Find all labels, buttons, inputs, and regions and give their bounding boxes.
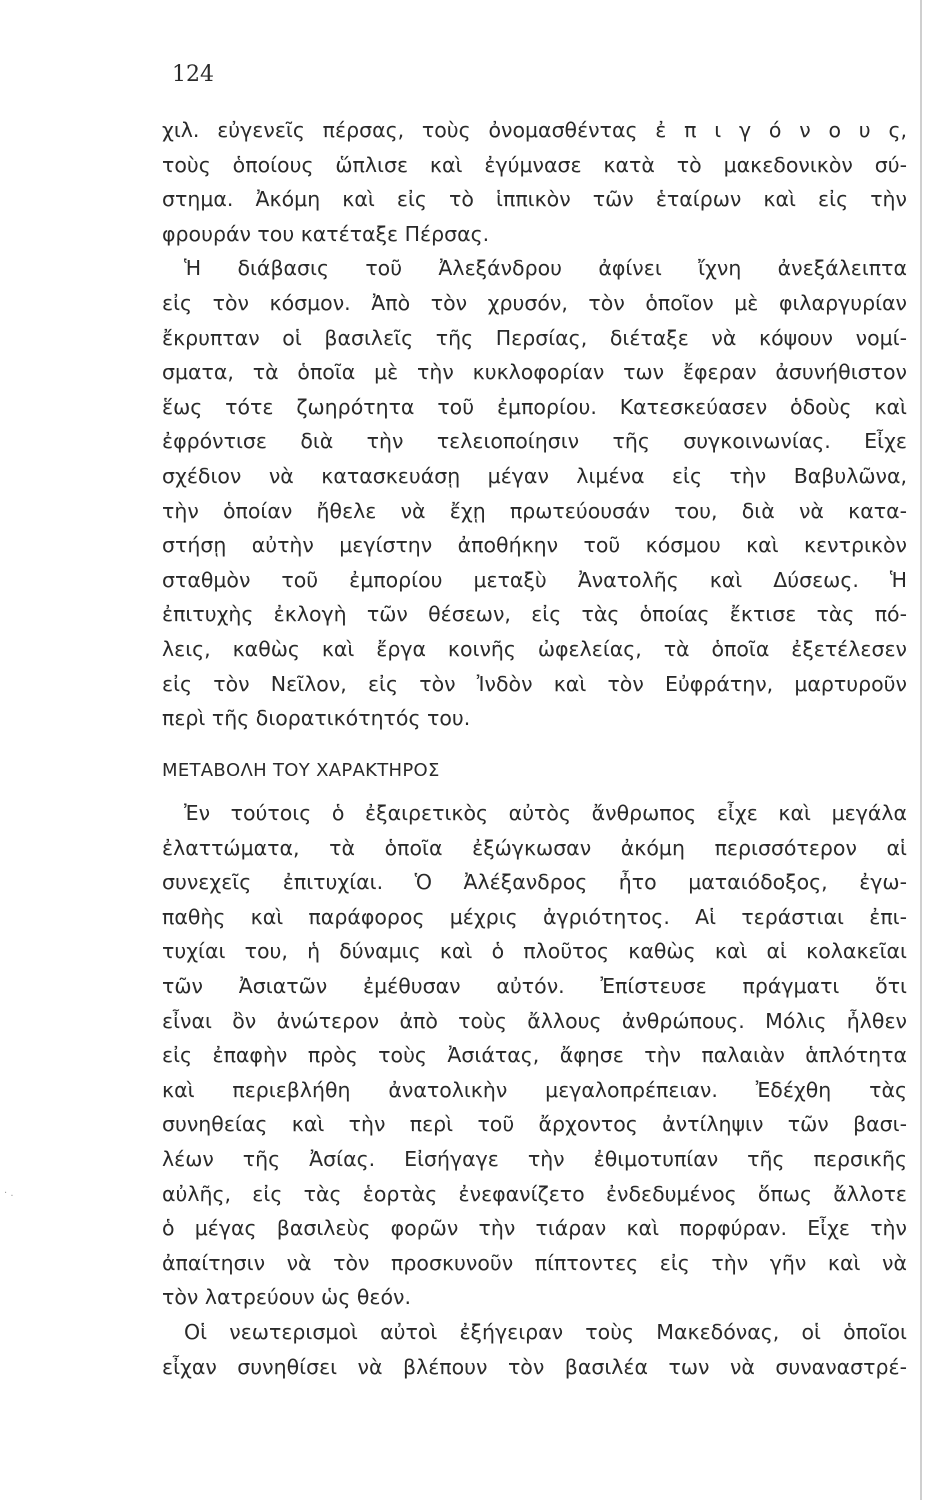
text-line: εἰς τὸν κόσμον. Ἀπὸ τὸν χρυσόν, τὸν ὁποῖον μὲ φιλαργυρίαν bbox=[162, 290, 907, 315]
text-line: περὶ τῆς διορατικότητός του. bbox=[162, 706, 471, 731]
text-line: Οἱ νεωτερισμοὶ αὐτοὶ ἐξήγειραν τοὺς Μακεδόνας, οἱ ὁποῖοι bbox=[184, 1319, 907, 1344]
text-line: τυχίαι του, ἡ δύναμις καὶ ὁ πλοῦτος καθὼς καὶ αἱ κολακεῖαι bbox=[162, 939, 907, 964]
text-line: λέων τῆς Ἀσίας. Εἰσήγαγε τὴν ἐθιμοτυπίαν τῆς περσικῆς bbox=[162, 1146, 907, 1171]
text-line: τῶν Ἀσιατῶν ἐμέθυσαν αὐτόν. Ἐπίστευσε πράγματι ὅτι bbox=[162, 973, 907, 998]
text-line: συνεχεῖς ἐπιτυχίαι. Ὁ Ἀλέξανδρος ἦτο ματαιόδοξος, ἐγω- bbox=[162, 870, 907, 895]
text-line: εἶχαν συνηθίσει νὰ βλέπουν τὸν βασιλέα των νὰ συναναστρέ- bbox=[162, 1354, 907, 1379]
text-line: εἰς ἐπαφὴν πρὸς τοὺς Ἀσιάτας, ἄφησε τὴν παλαιὰν ἁπλότητα bbox=[162, 1043, 907, 1068]
text-line: φρουράν του κατέταξε Πέρσας. bbox=[162, 221, 490, 246]
section-2-text bbox=[162, 796, 907, 1384]
text-line: σταθμὸν τοῦ ἐμπορίου μεταξὺ Ἀνατολῆς καὶ Δύσεως. Ἡ bbox=[162, 567, 907, 592]
section-1-text bbox=[162, 113, 907, 736]
text-line: Ἡ διάβασις τοῦ Ἀλεξάνδρου ἀφίνει ἴχνη ἀνεξάλειπτα bbox=[184, 256, 907, 281]
text-line: παθὴς καὶ παράφορος μέχρις ἀγριότητος. Αἱ τεράστιαι ἐπι- bbox=[162, 904, 907, 929]
text-line: τὸν λατρεύουν ὡς θεόν. bbox=[162, 1285, 412, 1310]
text-line: ἀπαίτησιν νὰ τὸν προσκυνοῦν πίπτοντες εἰς τὴν γῆν καὶ νὰ bbox=[162, 1250, 907, 1275]
text-line: λεις, καθὼς καὶ ἔργα κοινῆς ὠφελείας, τὰ ὁποῖα ἐξετέλεσεν bbox=[162, 636, 907, 661]
text-line: ὁ μέγας βασιλεὺς φορῶν τὴν τιάραν καὶ πορφύραν. Εἶχε τὴν bbox=[162, 1216, 907, 1241]
margin-mark: · . bbox=[4, 1188, 14, 1199]
text-line: συνηθείας καὶ τὴν περὶ τοῦ ἄρχοντος ἀντίληψιν τῶν βασι- bbox=[162, 1112, 907, 1137]
text-line: καὶ περιεβλήθη ἀνατολικὴν μεγαλοπρέπειαν. Ἐδέχθη τὰς bbox=[162, 1077, 907, 1102]
text-line: Ἐν τούτοις ὁ ἐξαιρετικὸς αὐτὸς ἄνθρωπος εἶχε καὶ μεγάλα bbox=[184, 801, 907, 825]
text-line: στημα. Ἀκόμη καὶ εἰς τὸ ἱππικὸν τῶν ἑταίρων καὶ εἰς τὴν bbox=[162, 187, 907, 212]
text-line: εἶναι ὂν ἀνώτερον ἀπὸ τοὺς ἄλλους ἀνθρώπους. Μόλις ἦλθεν bbox=[162, 1008, 907, 1033]
text-line: σχέδιον νὰ κατασκευάσῃ μέγαν λιμένα εἰς τὴν Βαβυλῶνα, bbox=[162, 463, 907, 488]
page-number: 124 bbox=[172, 62, 214, 87]
text-line: ἐπιτυχὴς ἐκλογὴ τῶν θέσεων, εἰς τὰς ὁποίας ἔκτισε τὰς πό- bbox=[162, 602, 907, 627]
text-line: τοὺς ὁποίους ὥπλισε καὶ ἐγύμνασε κατὰ τὸ μακεδονικὸν σύ- bbox=[162, 152, 907, 177]
text-line: τὴν ὁποίαν ἤθελε νὰ ἔχῃ πρωτεύουσάν του, διὰ νὰ κατα- bbox=[162, 498, 907, 523]
text-line: χιλ. εὐγενεῖς πέρσας, τοὺς ὀνομασθέντας ἐ π ι γ ό ν ο υ ς, bbox=[162, 118, 907, 142]
section-heading: ΜΕΤΑΒΟΛΗ ΤΟΥ ΧΑΡΑΚΤΗΡΟΣ bbox=[162, 760, 440, 781]
text-line: αὐλῆς, εἰς τὰς ἑορτὰς ἐνεφανίζετο ἐνδεδυμένος ὅπως ἄλλοτε bbox=[162, 1181, 907, 1206]
text-line: σματα, τὰ ὁποῖα μὲ τὴν κυκλοφορίαν των ἔφεραν ἀσυνήθιστον bbox=[162, 360, 907, 385]
text-line: ἔκρυπταν οἱ βασιλεῖς τῆς Περσίας, διέταξε νὰ κόψουν νομί- bbox=[162, 325, 907, 350]
text-line: στήσῃ αὐτὴν μεγίστην ἀποθήκην τοῦ κόσμου καὶ κεντρικὸν bbox=[162, 533, 907, 558]
text-line: ἕως τότε ζωηρότητα τοῦ ἐμπορίου. Κατεσκεύασεν ὁδοὺς καὶ bbox=[162, 394, 907, 419]
text-line: ἐφρόντισε διὰ τὴν τελειοποίησιν τῆς συγκοινωνίας. Εἶχε bbox=[162, 429, 907, 454]
page-edge bbox=[920, 0, 922, 1500]
text-line: εἰς τὸν Νεῖλον, εἰς τὸν Ἰνδὸν καὶ τὸν Εὐφράτην, μαρτυροῦν bbox=[162, 671, 907, 696]
text-line: ἐλαττώματα, τὰ ὁποῖα ἐξώγκωσαν ἀκόμη περισσότερον αἱ bbox=[162, 835, 907, 860]
